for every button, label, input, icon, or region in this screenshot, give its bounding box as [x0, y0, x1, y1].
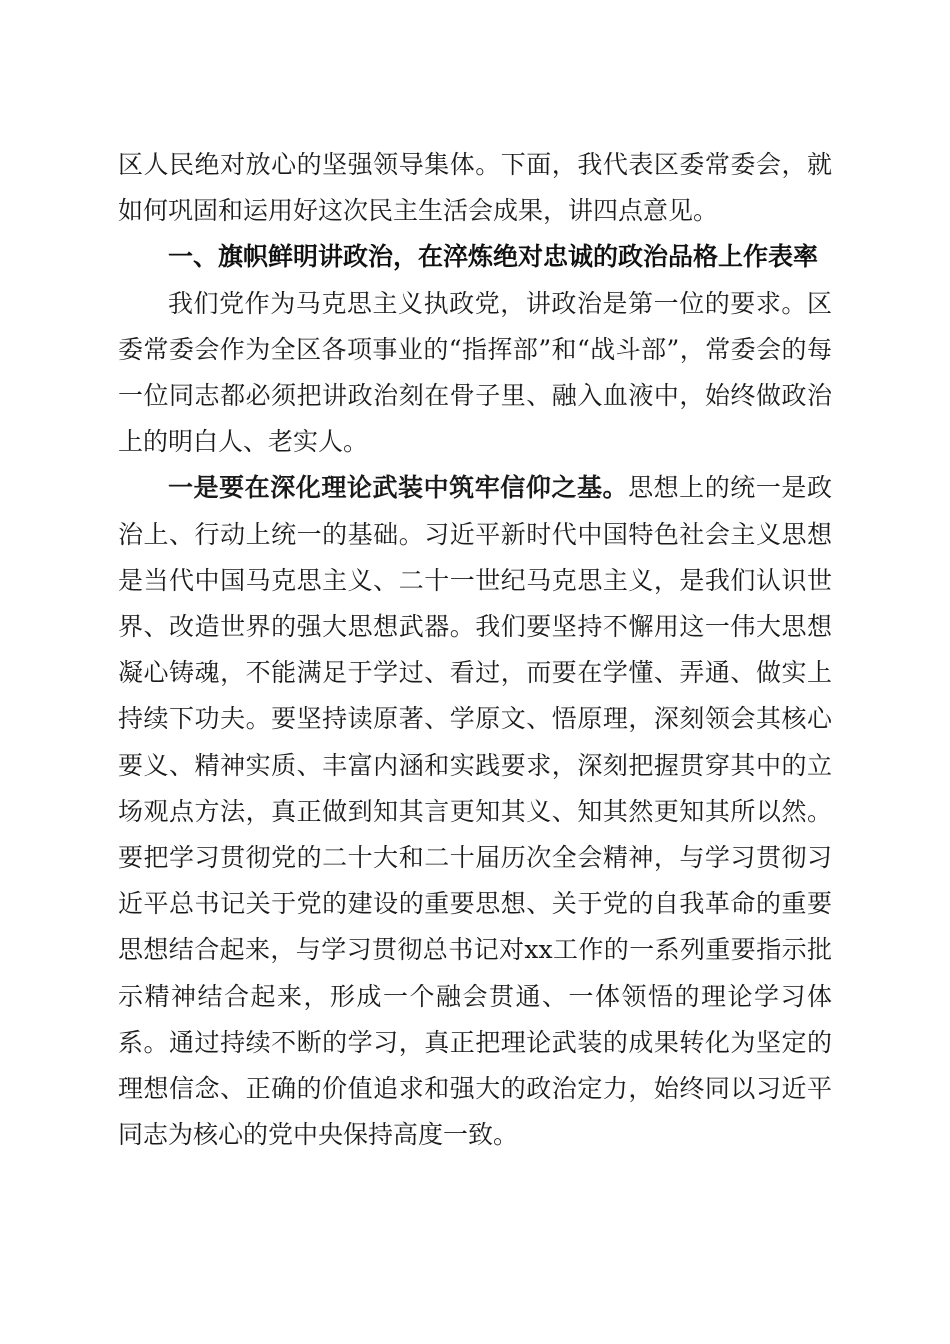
paragraph-point-one: [118, 465, 832, 1158]
section-heading: 一、旗帜鲜明讲政治，在淬炼绝对忠诚的政治品格上作表率: [168, 242, 819, 272]
paragraph-continuation: 区人民绝对放心的坚强领导集体。下面，我代表区委常委会，就如何巩固和运用好这次民主生活会成果，讲四点意见。: [118, 150, 832, 226]
document-body: [118, 142, 832, 1158]
paragraph-intro: 我们党作为马克思主义执政党，讲政治是第一位的要求。区委常委会作为全区各项事业的“指挥部”和“战斗部”，常委会的每一位同志都必须把讲政治刻在骨子里、融入血液中，始终做政治上的明白人、老实人。: [118, 288, 832, 457]
point-one-body: 思想上的统一是政治上、行动上统一的基础。习近平新时代中国特色社会主义思想是当代中国马克思主义、二十一世纪马克思主义，是我们认识世界、改造世界的强大思想武器。我们要坚持不懈用这一伟大思想凝心铸魂，不能满足于学过、看过，而要在学懂、弄通、做实上持续下功夫。要坚持读原著、学原文、悟原理，深刻领会其核心要义、精神实质、丰富内涵和实践要求，深刻把握贯穿其中的立场观点方法，真正做到知其言更知其义、知其然更知其所以然。要把学习贯彻党的二十大和二十届历次全会精神，与学习贯彻习近平总书记关于党的建设的重要思想、关于党的自我革命的重要思想结合起来，与学习贯彻总书记对xx工作的一系列重要指示批示精神结合起来，形成一个融会贯通、一体领悟的理论学习体系。通过持续不断的学习，真正把理论武装的成果转化为坚定的理想信念、正确的价值追求和强大的政治定力，始终同以习近平同志为核心的党中央保持高度一致。: [118, 473, 832, 1150]
point-one-lead: 一是要在深化理论武装中筑牢信仰之基。: [168, 473, 629, 503]
